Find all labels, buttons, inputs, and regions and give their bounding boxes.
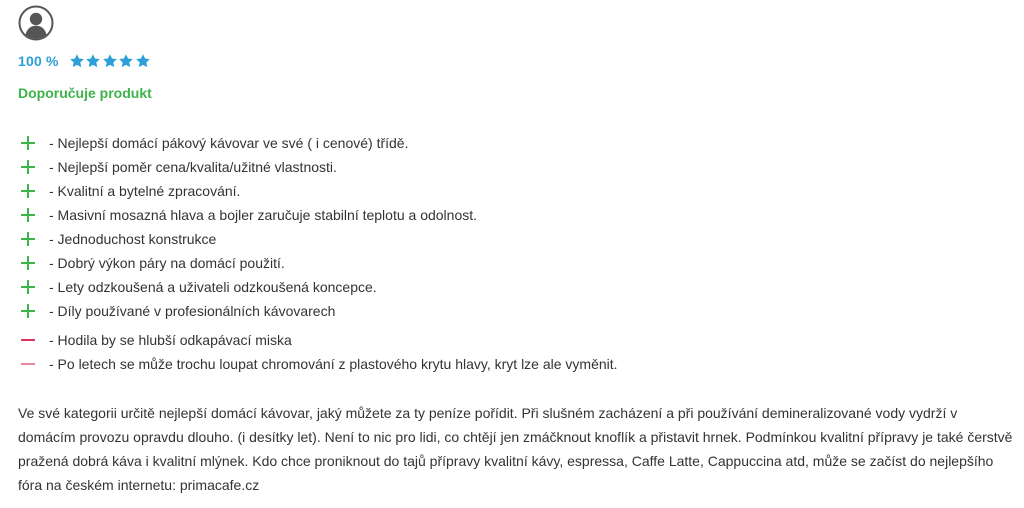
pro-item <box>20 251 618 275</box>
review-text: Ve své kategorii určitě nejlepší domácí kávovar, jaký můžete za ty peníze pořídit. Při slušném zacházení a při používání demineralizované vody vydrží v domácím provozu opravdu dlouho. (i desítky let). Není to nic pro lidi, co chtějí jen zmáčknout knoflík a přistavit hrnek. Podmínkou kvalitní přípravy je také čerstvě pražená dobrá káva i kvalitní mlýnek. Kdo chce proniknout do tajů přípravy kvalitní kávy, espressa, Caffe Latte, Cappuccina atd, může se začíst do nejlepšího fóra na českém internetu: primacafe.cz <box>18 405 1013 493</box>
pros-cons-list <box>20 131 618 376</box>
plus-icon <box>20 303 36 319</box>
star-icon <box>135 53 151 69</box>
star-icon <box>85 53 101 69</box>
plus-icon <box>20 159 36 175</box>
con-text: - Po letech se může trochu loupat chromování z plastového krytu hlavy, kryt lze ale vyměnit. <box>49 356 618 372</box>
plus-icon <box>20 207 36 223</box>
pro-item <box>20 155 618 179</box>
recommend-label: Doporučuje produkt <box>18 85 152 101</box>
star-icon <box>102 53 118 69</box>
pro-text: - Jednoduchost konstrukce <box>49 231 217 247</box>
plus-icon <box>20 135 36 151</box>
plus-icon <box>20 279 36 295</box>
star-icon <box>118 53 134 69</box>
user-avatar-icon <box>18 5 54 41</box>
star-rating <box>69 53 152 69</box>
con-text: - Hodila by se hlubší odkapávací miska <box>49 332 292 348</box>
star-icon <box>69 53 85 69</box>
con-item <box>20 352 618 376</box>
pro-text: - Dobrý výkon páry na domácí použití. <box>49 255 285 271</box>
pro-item <box>20 203 618 227</box>
con-item <box>20 328 618 352</box>
pro-text: - Kvalitní a bytelné zpracování. <box>49 183 241 199</box>
plus-icon <box>20 231 36 247</box>
pro-item <box>20 275 618 299</box>
pro-text: - Masivní mosazná hlava a bojler zaručuje stabilní teplotu a odolnost. <box>49 207 478 223</box>
pro-text: - Lety odzkoušená a uživateli odzkoušená koncepce. <box>49 279 377 295</box>
minus-icon <box>20 356 36 372</box>
pro-text: - Nejlepší poměr cena/kvalita/užitné vlastnosti. <box>49 159 337 175</box>
pro-text: - Nejlepší domácí pákový kávovar ve své ( i cenové) třídě. <box>49 135 409 151</box>
rating-percent: 100 % <box>18 53 59 69</box>
rating-row <box>18 51 151 71</box>
pro-item <box>20 179 618 203</box>
pro-text: - Díly používané v profesionálních kávovarech <box>49 303 336 319</box>
pro-item <box>20 299 618 323</box>
pro-item <box>20 131 618 155</box>
plus-icon <box>20 183 36 199</box>
pro-item <box>20 227 618 251</box>
plus-icon <box>20 255 36 271</box>
minus-icon <box>20 332 36 348</box>
